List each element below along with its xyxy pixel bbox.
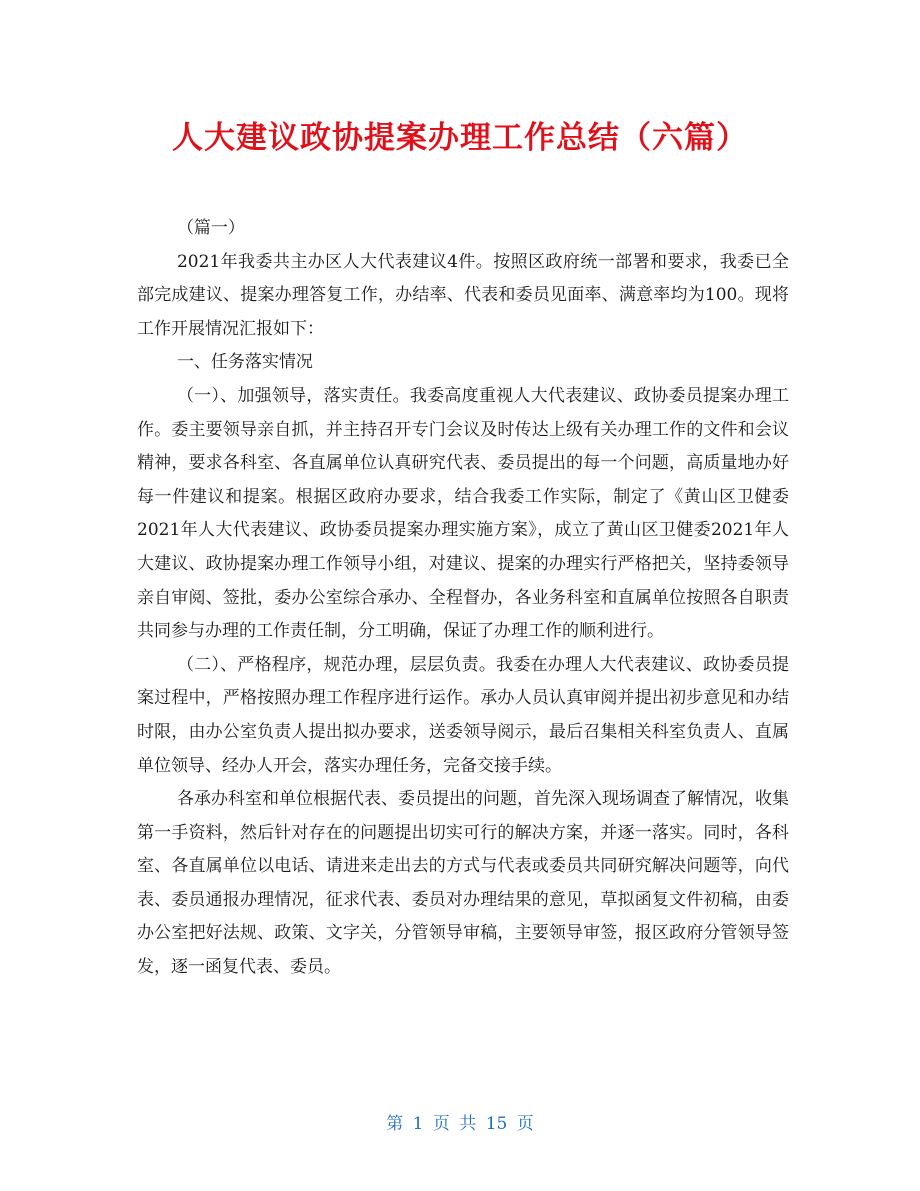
document-title: 人大建议政协提案办理工作总结（六篇） [172, 120, 748, 156]
document-body [137, 212, 789, 985]
section-label: （篇一） [176, 218, 245, 238]
section-heading: 一、任务落实情况 [176, 352, 313, 373]
page-number-footer: 第 1 页 共 15 页 [386, 1114, 534, 1134]
body-paragraph: 各承办科室和单位根据代表、委员提出的问题，首先深入现场调查了解情况，收集第一手资料，然后针对存在的问题提出切实可行的解决方案，并逐一落实。同时，各科室、各直属单位以电话、请进来走出去的方式与代表或委员共同研究解决问题等，向代表、委员通报办理情况，征求代表、委员对办理结果的意见，草拟函复文件初稿，由委办公室把好法规、政策、文字关，分管领导审稿，主要领导审签，报区政府分管领导签发，逐一函复代表、委员。 [137, 789, 789, 978]
body-paragraph: （二）、严格程序，规范办理，层层负责。我委在办理人大代表建议、政协委员提案过程中，严格按照办理工作程序进行运作。承办人员认真审阅并提出初步意见和办结时限，由办公室负责人提出拟办要求，送委领导阅示，最后召集相关科室负责人、直属单位领导、经办人开会，落实办理任务，完备交接手续。 [137, 654, 789, 776]
body-paragraph: （一）、加强领导，落实责任。我委高度重视人大代表建议、政协委员提案办理工作。委主要领导亲自抓，并主持召开专门会议及时传达上级有关办理工作的文件和会议精神，要求各科室、各直属单位认真研究代表、委员提出的每一个问题，高质量地办好每一件建议和提案。根据区政府办要求，结合我委工作实际，制定了《黄山区卫健委2021年人大代表建议、政协委员提案办理实施方案》，成立了黄山区卫健委2021年人大建议、政协提案办理工作领导小组，对建议、提案的办理实行严格把关，坚持委领导亲自审阅、签批，委办公室综合承办、全程督办，各业务科室和直属单位按照各自职责共同参与办理的工作责任制，分工明确，保证了办理工作的顺利进行。 [137, 385, 789, 642]
body-paragraph: 2021年我委共主办区人大代表建议4件。按照区政府统一部署和要求，我委已全部完成建议、提案办理答复工作，办结率、代表和委员见面率、满意率均为100。现将工作开展情况汇报如下： [137, 251, 789, 339]
